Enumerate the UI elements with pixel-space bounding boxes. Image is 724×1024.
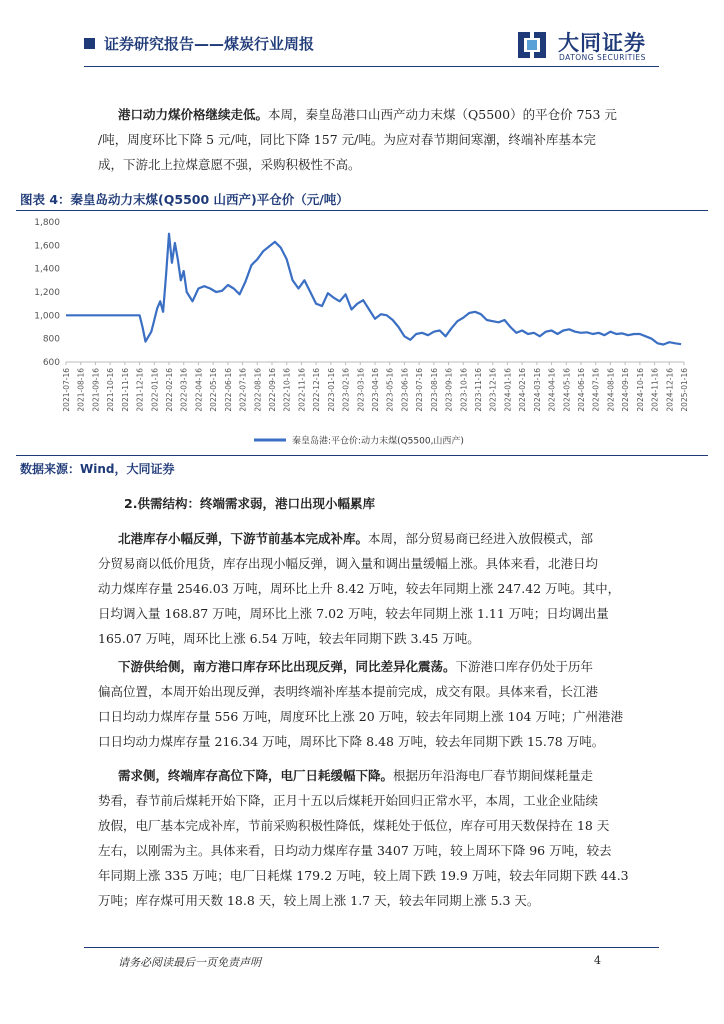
x-tick-label: 2022-09-16	[268, 368, 277, 412]
para-line: 年同期上涨 335 万吨；电厂日耗煤 179.2 万吨，较上周下跌 19.9 万吨，较去年同期下跌 44.3	[98, 868, 629, 883]
para-line: 根据历年沿海电厂春节期间煤耗量走	[393, 768, 594, 783]
y-tick-label: 1,600	[34, 241, 60, 252]
x-tick-label: 2023-05-16	[385, 368, 395, 412]
x-tick-label: 2022-10-16	[282, 368, 292, 412]
x-tick-label: 2023-06-16	[400, 368, 410, 412]
x-tick-label: 2024-07-16	[591, 368, 601, 412]
para-line: 165.07 万吨，周环比上涨 6.54 万吨，较去年同期下跌 3.45 万吨。	[98, 631, 480, 646]
x-tick-label: 2024-06-16	[577, 368, 586, 412]
x-tick-label: 2024-11-16	[650, 368, 660, 412]
x-tick-label: 2023-03-16	[356, 368, 366, 412]
para-line: 本周，部分贸易商已经进入放假模式，部	[368, 531, 594, 546]
x-tick-label: 2022-01-16	[150, 368, 160, 412]
x-tick-label: 2024-05-16	[562, 368, 572, 412]
x-tick-label: 2023-02-16	[341, 368, 351, 412]
x-tick-label: 2022-06-16	[223, 368, 233, 412]
para-line: 势看，春节前后煤耗开始下降，正月十五以后煤耗开始回归正常水平，本周，工业企业陆续	[98, 793, 599, 808]
page-number: 4	[594, 954, 601, 967]
data-source: 数据来源：Wind，大同证券	[20, 462, 175, 476]
para-line: 日均调入量 168.87 万吨，周环比上涨 7.02 万吨，较去年同期上涨 1.11 万吨；日均调出量	[98, 606, 609, 621]
intro-line: 本周，秦皇岛港口山西产动力末煤（Q5500）的平仓价 753 元	[268, 107, 617, 122]
x-tick-label: 2022-08-16	[253, 368, 263, 412]
figure-top-rule	[16, 210, 708, 211]
y-tick-label: 1,000	[34, 311, 60, 322]
x-tick-label: 2022-04-16	[194, 368, 204, 412]
price-line-chart	[16, 212, 708, 452]
legend-label: 秦皇岛港:平仓价:动力末煤(Q5500,山西产)	[292, 436, 464, 447]
para-line: 口日均动力煤库存量 556 万吨，周度环比上涨 20 万吨，较去年同期上涨 104 万吨；广州港港	[98, 709, 623, 724]
x-tick-label: 2022-05-16	[209, 368, 219, 412]
x-tick-label: 2024-08-16	[606, 368, 616, 412]
x-tick-label: 2022-12-16	[312, 368, 322, 412]
para-line: 动力煤库存量 2546.03 万吨，周环比上升 8.42 万吨，较去年同期上涨 247.42 万吨。其中，	[98, 581, 621, 596]
para-line: 放假，电厂基本完成补库，节前采购积极性降低，煤耗处于低位，库存可用天数保持在 18 天	[98, 818, 610, 833]
company-logo-english: DATONG SECURITIES	[559, 53, 646, 62]
series-line	[66, 234, 681, 345]
x-tick-label: 2021-10-16	[106, 368, 116, 412]
x-tick-label: 2025-01-16	[680, 368, 689, 412]
demand-paragraph	[98, 763, 638, 913]
x-tick-label: 2024-09-16	[621, 368, 631, 412]
intro-line: /吨，周度环比下降 5 元/吨，同比下降 157 元/吨。为应对春节期间寒潮，终端补库基本完	[98, 132, 596, 147]
x-tick-label: 2023-09-16	[444, 368, 454, 412]
y-tick-label: 600	[42, 358, 60, 368]
x-tick-label: 2023-04-16	[371, 368, 380, 412]
para-line: 口日均动力煤库存量 216.34 万吨，周环比下降 8.48 万吨，较去年同期下跌 15.78 万吨。	[98, 734, 605, 749]
demand-lead: 需求侧，终端库存高位下降，电厂日耗缓幅下降。	[118, 768, 394, 783]
header-marker	[84, 38, 95, 49]
para-line: 偏高位置，本周开始出现反弹，表明终端补库基本提前完成，成交有限。具体来看，长江港	[98, 684, 599, 699]
x-tick-label: 2021-08-16	[76, 368, 86, 412]
x-tick-label: 2024-01-16	[503, 368, 513, 412]
x-tick-label: 2024-12-16	[665, 368, 675, 412]
x-tick-label: 2024-10-16	[635, 368, 645, 412]
intro-line: 成，下游北上拉煤意愿不强，采购积极性不高。	[98, 157, 361, 172]
x-tick-label: 2021-09-16	[91, 368, 101, 412]
x-tick-label: 2023-08-16	[429, 368, 439, 412]
intro-lead: 港口动力煤价格继续走低。	[118, 107, 269, 122]
figure-title: 图表 4：秦皇岛动力末煤(Q5500 山西产)平仓价（元/吨）	[20, 192, 349, 207]
intro-paragraph	[98, 102, 638, 177]
para-line: 分贸易商以低价甩货，库存出现小幅反弹，调入量和调出量缓幅上涨。具体来看，北港日均	[98, 556, 599, 571]
x-tick-label: 2024-04-16	[547, 368, 557, 412]
x-tick-label: 2021-07-16	[62, 368, 71, 412]
x-tick-label: 2021-12-16	[135, 368, 145, 412]
x-tick-label: 2023-11-16	[474, 368, 483, 412]
x-tick-label: 2022-03-16	[179, 368, 189, 412]
x-tick-label: 2024-02-16	[518, 368, 528, 412]
south-port-lead: 下游供给侧，南方港口库存环比出现反弹，同比差异化震荡。	[118, 659, 456, 674]
para-line: 万吨；库存煤可用天数 18.8 天，较上周上涨 1.7 天，较去年同期上涨 5.3 天。	[98, 893, 540, 908]
report-title: 证券研究报告——煤炭行业周报	[104, 35, 315, 53]
y-tick-label: 1,400	[34, 264, 60, 275]
y-tick-label: 800	[42, 334, 60, 345]
x-tick-label: 2023-10-16	[459, 368, 469, 412]
x-tick-label: 2024-03-16	[532, 368, 542, 412]
x-tick-label: 2023-12-16	[488, 368, 498, 412]
company-logo-icon	[512, 28, 552, 62]
x-tick-label: 2021-11-16	[120, 368, 130, 412]
figure-bottom-rule	[16, 455, 708, 456]
para-line: 左右，以刚需为主。具体来看，日均动力煤库存量 3407 万吨，较上周环下降 96 万吨，较去	[98, 843, 612, 858]
x-tick-label: 2022-02-16	[165, 368, 174, 412]
para-line: 下游港口库存仍处于历年	[455, 659, 594, 674]
section-heading: 2.供需结构：终端需求弱，港口出现小幅累库	[124, 496, 375, 511]
y-tick-label: 1,200	[34, 288, 60, 298]
x-tick-label: 2023-07-16	[415, 368, 425, 412]
y-tick-label: 1,800	[34, 218, 60, 228]
footer-divider	[84, 947, 659, 948]
header-divider	[84, 66, 659, 67]
north-port-lead: 北港库存小幅反弹，下游节前基本完成补库。	[118, 531, 369, 546]
south-port-paragraph	[98, 654, 638, 754]
company-logo-text: 大同证券	[558, 31, 646, 55]
x-tick-label: 2022-07-16	[238, 368, 248, 412]
x-tick-label: 2023-01-16	[326, 368, 336, 412]
x-tick-label: 2022-11-16	[297, 368, 307, 412]
disclaimer-note: 请务必阅读最后一页免责声明	[118, 956, 261, 969]
north-port-paragraph	[98, 526, 638, 651]
